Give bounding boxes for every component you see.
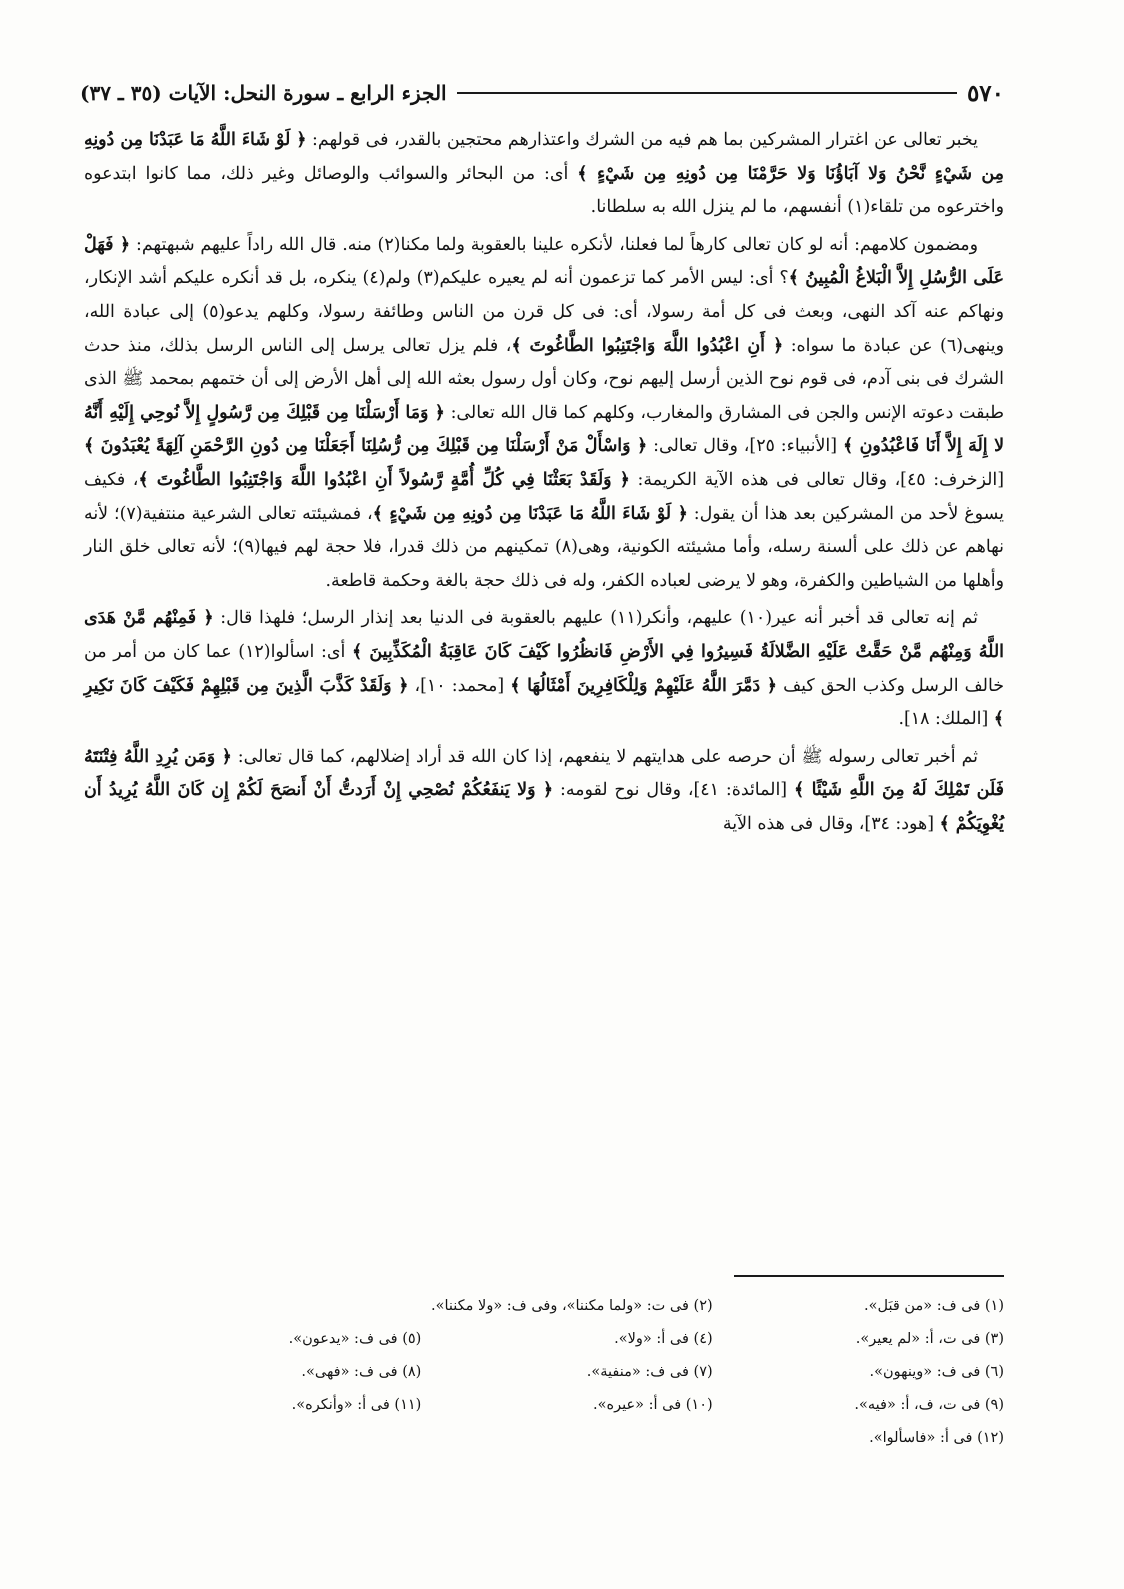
- quran-verse: ﴿ وَلَقَدْ كَذَّبَ الَّذِينَ مِن قَبْلِهِمْ فَكَيْفَ كَانَ نَكِيرِ ﴾: [84, 675, 1004, 730]
- footnote: [130, 1290, 421, 1323]
- footnote-separator: [734, 1275, 1004, 1277]
- footnote: (٤) فى أ: «ولا».: [614, 1331, 713, 1347]
- quran-verse: ﴿ دَمَّرَ اللَّهُ عَلَيْهِمْ وَلِلْكَافِرِينَ أَمْثَالُهَا ﴾: [510, 675, 777, 696]
- text-run: [هود: ٣٤]، وقال فى هذه الآية: [722, 813, 940, 834]
- text-run: ثم أخبر تعالى رسوله ﷺ أن حرصه على هدايتهم لا ينفعهم، إذا كان الله قد أراد إضلالهم، كما قال تعالى:: [231, 746, 978, 767]
- footnote: (٣) فى ت، أ: «لم يعير».: [855, 1331, 1004, 1347]
- page-number: ٥٧٠: [966, 79, 1004, 107]
- quran-verse: ﴿ لَوْ شَاءَ اللَّهُ مَا عَبَدْنَا مِن دُونِهِ مِن شَيْءٍ ﴾: [372, 503, 688, 524]
- quran-verse: ﴿ لَوْ شَاءَ اللَّهُ مَا عَبَدْنَا مِن دُونِهِ مِن شَيْءٍ نَّحْنُ وَلا آبَاؤُنَا وَلا حَرَّمْنَا مِن دُونِهِ مِن شَيْءٍ ﴾: [84, 130, 1004, 184]
- quran-verse: ﴿ فَمِنْهُم مَّنْ هَدَى اللَّهُ وَمِنْهُم مَّنْ حَقَّتْ عَلَيْهِ الضَّلالَةُ فَسِيرُوا فِي الأَرْضِ فَانظُرُوا كَيْفَ كَانَ عَاقِبَةُ الْمُكَذِّبِينَ ﴾: [84, 608, 1005, 662]
- quran-verse: ﴿ وَمَا أَرْسَلْنَا مِن قَبْلِكَ مِن رَّسُولٍ إِلاَّ نُوحِي إِلَيْهِ أَنَّهُ لا إِلَهَ إِلاَّ أَنَا فَاعْبُدُونِ ﴾: [84, 402, 1005, 457]
- text-run: ؟ أى: ليس الأمر كما تزعمون أنه لم يعيره عليكم(٣) ولم(٤) ينكره، بل قد أنكره عليكم أشد الإنكار، ونهاكم عنه آكد النهى، وبعث فى كل أمة رسولا، أى: فى كل قرن من الناس وطائفة رسولا، وكلهم يدعو(٥) إلى عبادة الله، وينهى(٦) عن عبادة ما سواه:: [84, 268, 1004, 356]
- running-title: الجزء الرابع ـ سورة النحل: الآيات (٣٥ ـ ٣٧): [80, 81, 447, 105]
- text-run: ثم إنه تعالى قد أخبر أنه عير(١٠) عليهم، وأنكر(١١) عليهم بالعقوبة فى الدنيا بعد إنذار الرسل؛ فلهذا قال:: [213, 608, 978, 629]
- footnote: (٦) فى ف: «وينهون».: [869, 1364, 1004, 1380]
- paragraph: [84, 124, 1004, 225]
- footnote: (٧) فى ف: «منفية».: [586, 1364, 713, 1380]
- page-header: [80, 76, 1004, 110]
- text-run: ، فكيف يسوغ لأحد من المشركين بعد هذا أن يقول:: [84, 469, 1004, 524]
- quran-verse: ﴿ وَلَقَدْ بَعَثْنَا فِي كُلِّ أُمَّةٍ رَّسُولاً أَنِ اعْبُدُوا اللَّهَ وَاجْتَنِبُوا الطَّاغُوتَ ﴾: [138, 469, 630, 490]
- text-run: أى: اسألوا(١٢) عما كان من أمر من خالف الرسل وكذب الحق كيف: [84, 641, 1004, 696]
- main-text: [84, 124, 1004, 845]
- quran-verse: ﴿ وَمَن يُرِدِ اللَّهُ فِتْنَتَهُ فَلَن تَمْلِكَ لَهُ مِنَ اللَّهِ شَيْئًا ﴾: [84, 746, 1004, 801]
- header-rule: [457, 92, 957, 94]
- footnote: (٨) فى ف: «فهى».: [301, 1364, 422, 1380]
- text-run: ، فلم يزل تعالى يرسل إلى الناس الرسل بذلك، منذ حدث الشرك فى بنى آدم، فى قوم نوح الذين أرسل إليهم نوح، وكان أول رسول بعثه الله إلى أهل الأرض إلى أن ختمهم بمحمد ﷺ الذى طبقت دعوته الإنس والجن فى المشارق والمغارب، وكلهم كما قال الله تعالى:: [84, 335, 1004, 423]
- text-run: ، فمشيئته تعالى الشرعية منتفية(٧)؛ لأنه نهاهم عن ذلك على ألسنة رسله، وأما مشيئته الكونية، وهى(٨) تمكينهم من ذلك قدرا، فلا حجة لهم فيها(٩)؛ لأنه تعالى خلق النار وأهلها من الشياطين والكفرة، وهو لا يرضى لعباده الكفر، وله فى ذلك حجة بالغة وحكمة قاطعة.: [84, 503, 1005, 591]
- footnote: [421, 1422, 712, 1455]
- text-run: [محمد: ١٠]،: [408, 675, 511, 696]
- text-run: [الزخرف: ٤٥]، وقال تعالى فى هذه الآية الكريمة:: [629, 469, 1004, 490]
- footnote-grid: [130, 1290, 1004, 1455]
- paragraph: [84, 741, 1004, 842]
- footnote: (١٢) فى أ: «فاسألوا».: [869, 1430, 1004, 1446]
- quran-verse: ﴿ وَاسْأَلْ مَنْ أَرْسَلْنَا مِن قَبْلِكَ مِن رُّسُلِنَا أَجَعَلْنَا مِن دُونِ الرَّحْمَنِ آلِهَةً يُعْبَدُونَ ﴾: [84, 436, 648, 457]
- paragraph: [84, 229, 1004, 599]
- footnote: [130, 1422, 421, 1455]
- footnotes: [130, 1290, 1004, 1455]
- text-run: [الأنبياء: ٢٥]، وقال تعالى:: [647, 436, 843, 457]
- footnote: (١٠) فى أ: «عيره».: [593, 1397, 713, 1413]
- text-run: ومضمون كلامهم: أنه لو كان تعالى كارهاً لما فعلنا، لأنكره علينا بالعقوبة ولما مكنا(٢) منه. قال الله راداً عليهم شبهتهم:: [130, 234, 978, 255]
- text-run: أى: من البحائر والسوائب والوصائل وغير ذلك، مما كانوا ابتدعوه واخترعوه من تلقاء(١) أنفسهم، ما لم ينزل الله به سلطانا.: [84, 163, 1004, 218]
- footnote: (١) فى ف: «من قبَل».: [864, 1298, 1004, 1314]
- quran-verse: ﴿ فَهَلْ عَلَى الرُّسُلِ إِلاَّ الْبَلاغُ الْمُبِينُ ﴾: [84, 234, 1004, 289]
- text-run: [المائدة: ٤١]، وقال نوح لقومه:: [553, 780, 794, 801]
- footnote: (٢) فى ت: «ولما مكننا»، وفى ف: «ولا مكننا».: [431, 1298, 713, 1314]
- footnote: (٥) فى ف: «يدعون».: [288, 1331, 422, 1347]
- footnote: (٩) فى ت، ف، أ: «فيه».: [854, 1397, 1004, 1413]
- footnote: (١١) فى أ: «وأنكره».: [291, 1397, 422, 1413]
- quran-verse: ﴿ وَلا يَنفَعُكُمْ نُصْحِي إِنْ أَرَدتُّ أَنْ أَنصَحَ لَكُمْ إِن كَانَ اللَّهُ يُرِيدُ أَن يُغْوِيَكُمْ ﴾: [84, 780, 1004, 834]
- text-run: يخبر تعالى عن اغترار المشركين بما هم فيه من الشرك واعتذارهم محتجين بالقدر، فى قولهم:: [306, 130, 978, 150]
- quran-verse: ﴿ أَنِ اعْبُدُوا اللَّهَ وَاجْتَنِبُوا الطَّاغُوتَ ﴾: [511, 335, 784, 356]
- text-run: [الملك: ١٨].: [898, 709, 994, 730]
- paragraph: [84, 602, 1004, 736]
